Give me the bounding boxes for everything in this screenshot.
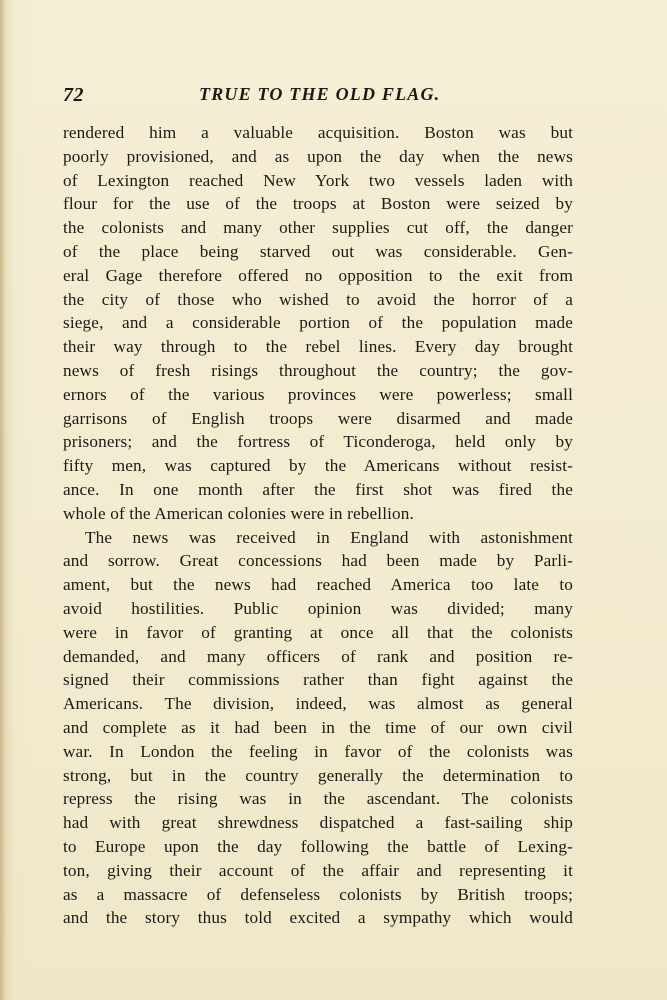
running-title: TRUE TO THE OLD FLAG. [199, 84, 441, 104]
text-line: ament, but the news had reached America too late to [63, 575, 573, 595]
text-line: the colonists and many other supplies cut off, the danger [63, 218, 573, 238]
text-line: signed their commissions rather than fight against the [63, 670, 573, 690]
text-line: the city of those who wished to avoid the horror of a [63, 289, 573, 309]
text-line: their way through to the rebel lines. Every day brought [63, 337, 573, 357]
text-line: and complete as it had been in the time of our own civil [63, 717, 573, 737]
text-line: ernors of the various provinces were powerless; small [63, 384, 573, 404]
text-line: repress the rising was in the ascendant. The colonists [63, 789, 573, 809]
text-line: ance. In one month after the first shot was fired the [63, 479, 573, 499]
text-line: eral Gage therefore offered no opposition to the exit from [63, 265, 573, 285]
text-line: had with great shrewdness dispatched a fast-sailing ship [63, 813, 573, 833]
text-line: avoid hostilities. Public opinion was divided; many [63, 598, 573, 618]
text-line: Americans. The division, indeed, was almost as general [63, 694, 573, 714]
text-line: flour for the use of the troops at Boston were seized by [63, 194, 573, 214]
text-line: of Lexington reached New York two vessels laden with [63, 170, 573, 190]
text-line: of the place being starved out was considerable. Gen- [63, 241, 573, 261]
text-line: were in favor of granting at once all that the colonists [63, 622, 573, 642]
page-edge-shadow [0, 0, 6, 1000]
text-line: demanded, and many officers of rank and position re- [63, 646, 573, 666]
running-header [63, 84, 583, 108]
text-line: and the story thus told excited a sympathy which would [63, 908, 573, 928]
text-line: prisoners; and the fortress of Ticonderoga, held only by [63, 432, 573, 452]
text-line: and sorrow. Great concessions had been made by Parli- [63, 551, 573, 571]
text-line: to Europe upon the day following the battle of Lexing- [63, 836, 573, 856]
text-line: poorly provisioned, and as upon the day when the news [63, 146, 573, 166]
text-line: garrisons of English troops were disarmed and made [63, 408, 573, 428]
text-line: ton, giving their account of the affair and representing it [63, 860, 573, 880]
text-line: rendered him a valuable acquisition. Boston was but [63, 123, 573, 142]
text-line: news of fresh risings throughout the country; the gov- [63, 360, 573, 380]
page-number: 72 [63, 84, 84, 106]
paragraph-start-line: The news was received in England with astonishment [85, 527, 573, 547]
text-line: siege, and a considerable portion of the population made [63, 313, 573, 333]
text-line: strong, but in the country generally the determination to [63, 765, 573, 785]
paragraph-end-line: whole of the American colonies were in rebellion. [63, 503, 414, 523]
text-line: war. In London the feeling in favor of the colonists was [63, 741, 573, 761]
text-line: as a massacre of defenseless colonists by British troops; [63, 884, 573, 904]
body-text [63, 121, 573, 930]
text-line: fifty men, was captured by the Americans without resist- [63, 456, 573, 476]
